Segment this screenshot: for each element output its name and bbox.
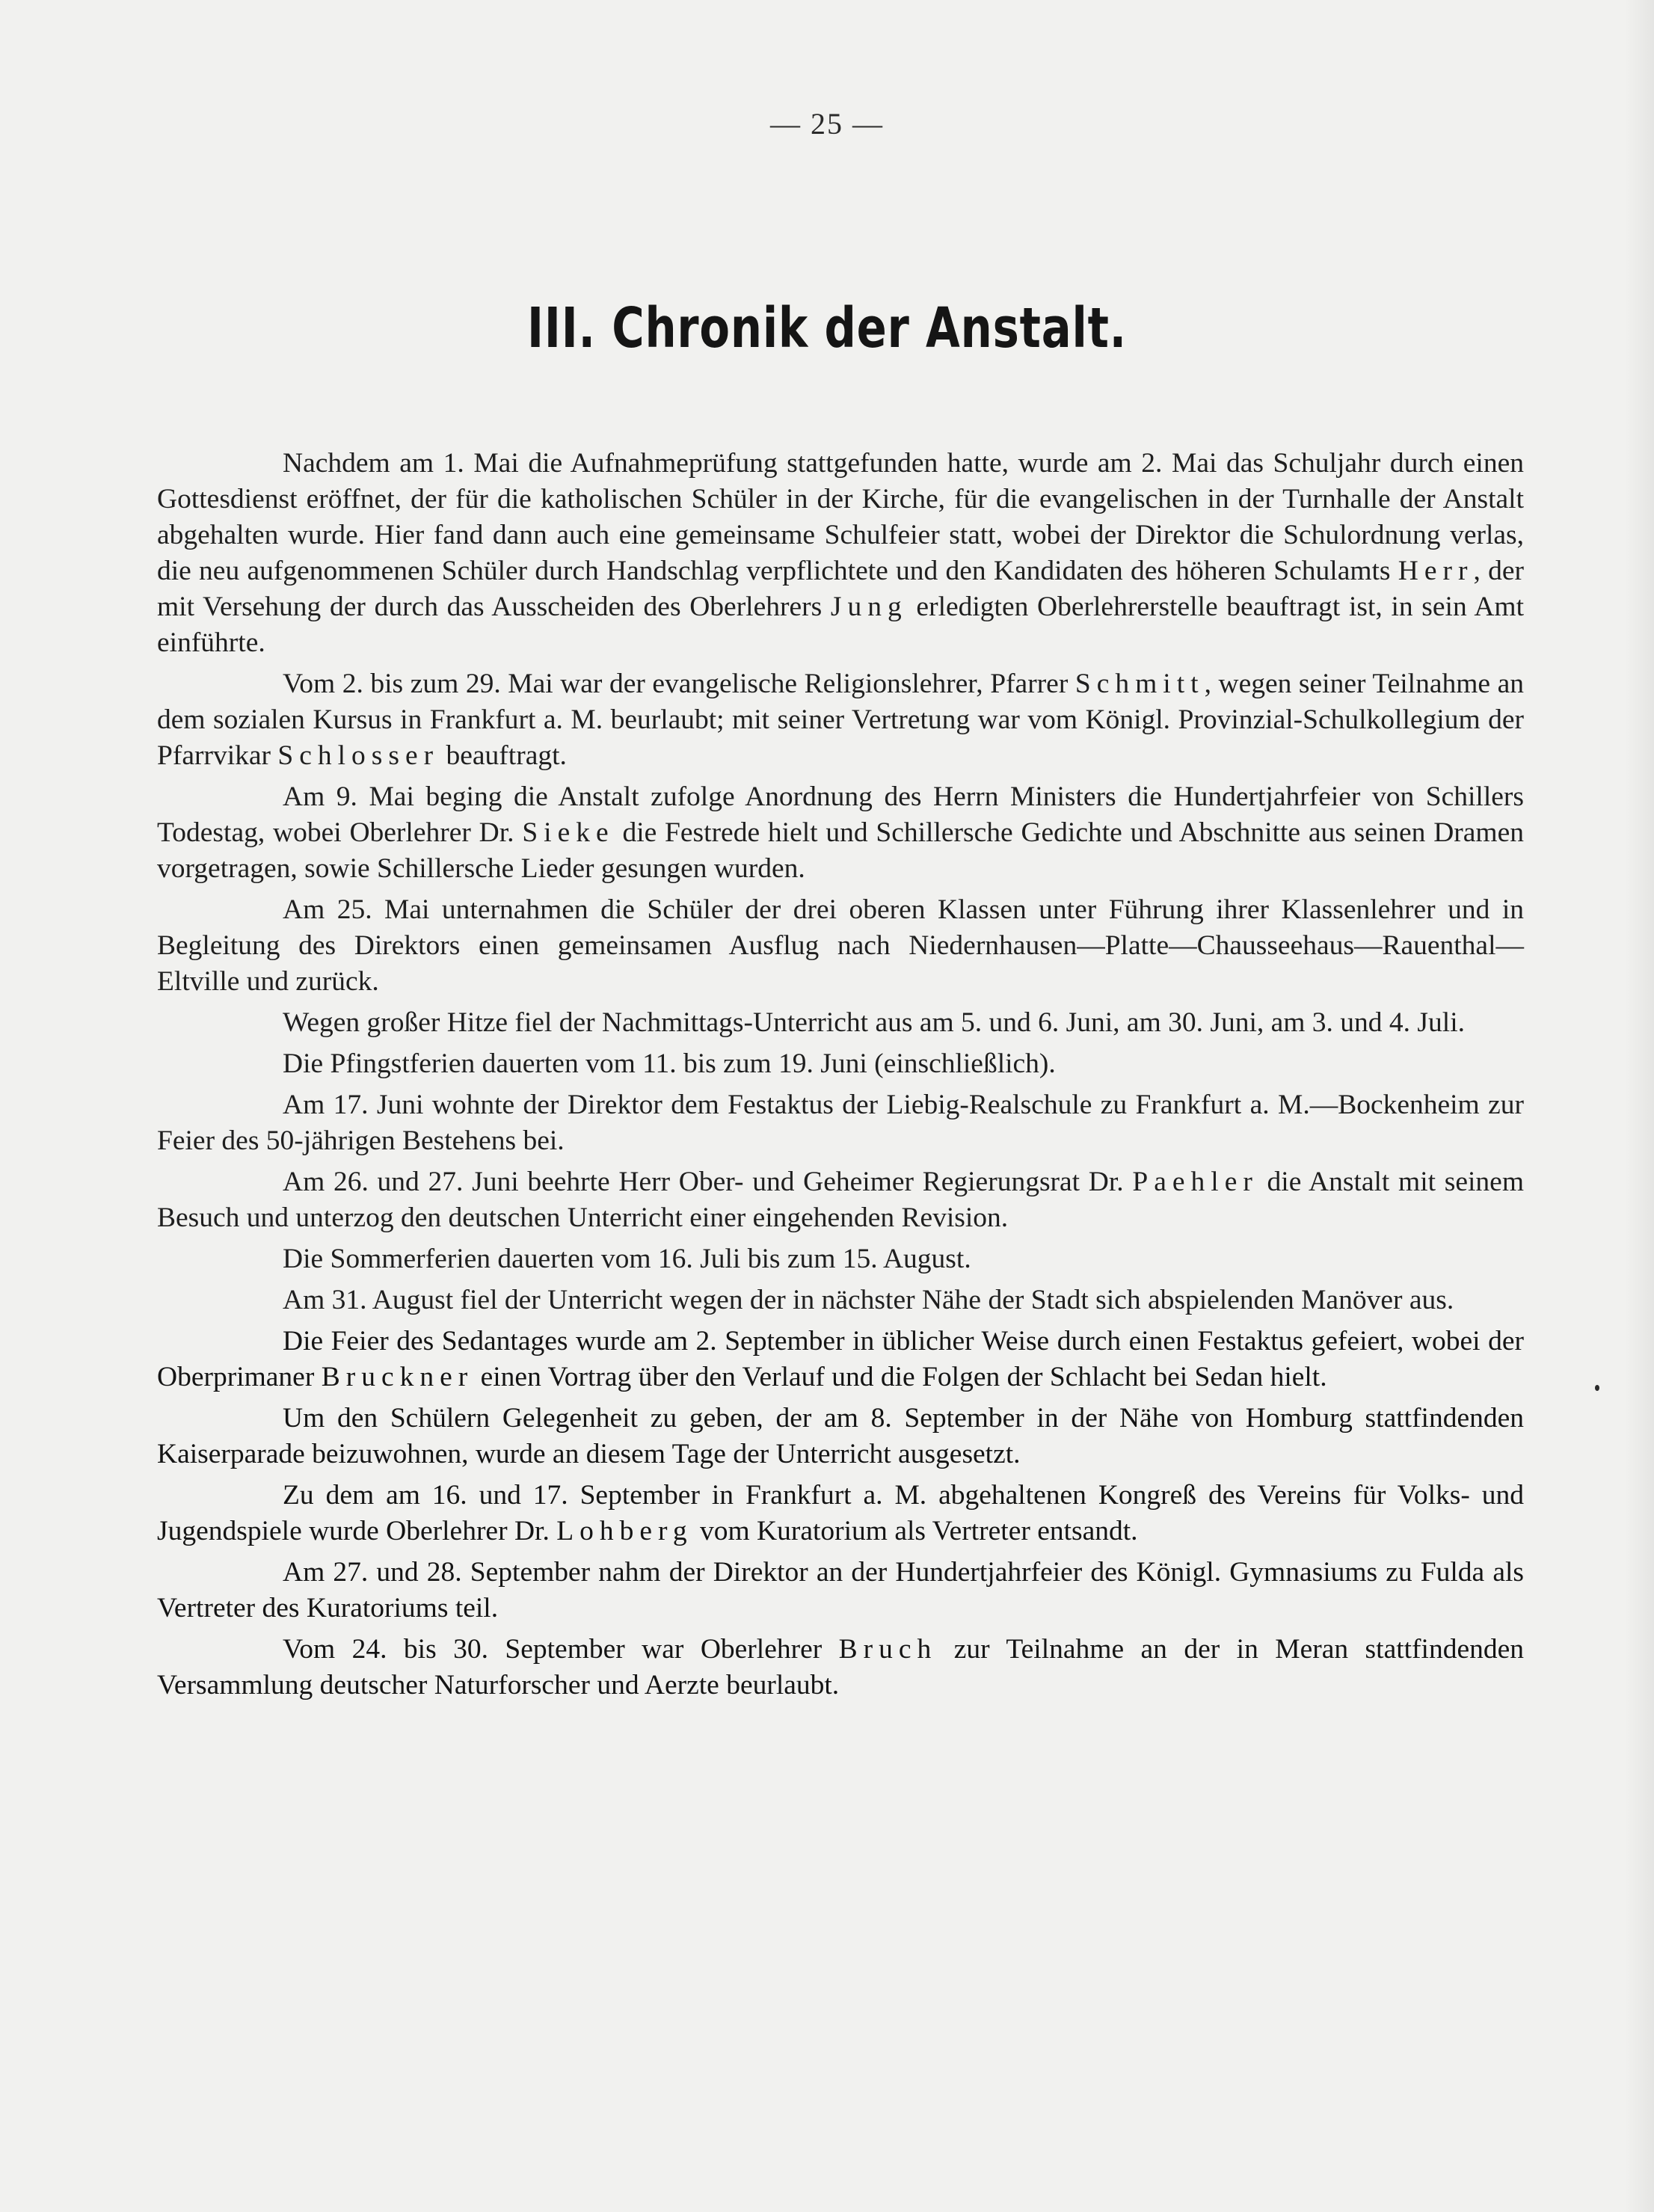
scan-speck bbox=[1595, 1385, 1599, 1391]
spaced-name: Schlosser bbox=[277, 740, 440, 771]
page-number: — 25 — bbox=[770, 107, 884, 141]
paragraph-text: Am 17. Juni wohnte der Direktor dem Festaktus der Liebig-Realschule zu Frankfurt a. M.—Bockenheim zur Feier des 50-jährigen Bestehens bei. bbox=[157, 1090, 1524, 1156]
scan-edge-shadow bbox=[1624, 0, 1654, 2212]
spaced-name: Lohberg bbox=[556, 1516, 693, 1546]
spaced-name: Jung bbox=[830, 592, 908, 622]
paragraph-text: erledigten Oberlehrerstelle beauftragt ist, in sein Amt einführte. bbox=[157, 592, 1524, 658]
paragraph-text: Am 9. Mai beging die Anstalt zufolge Anordnung des Herrn Ministers die Hundertjahrfeier von Schillers Todestag, wobei Oberlehrer Dr. bbox=[157, 781, 1524, 848]
paragraph-text: Zu dem am 16. und 17. September in Frankfurt a. M. abgehaltenen Kongreß des Vereins für Volks- und Jugendspiele wurde Oberlehrer Dr. bbox=[157, 1480, 1524, 1546]
paragraph-text: Die Sommerferien dauerten vom 16. Juli bis zum 15. August. bbox=[283, 1244, 971, 1274]
chronicle-paragraph bbox=[157, 1087, 1524, 1159]
paragraph-text: Die Feier des Sedantages wurde am 2. September in üblicher Weise durch einen Festaktus gefeiert, wobei der Oberprimaner bbox=[157, 1326, 1524, 1392]
chronicle-paragraph bbox=[157, 779, 1524, 887]
chronicle-paragraph bbox=[157, 1401, 1524, 1472]
paragraph-text: Vom 2. bis zum 29. Mai war der evangelische Religionslehrer, Pfarrer bbox=[283, 669, 1075, 699]
paragraph-text: Um den Schülern Gelegenheit zu geben, der am 8. September in der Nähe von Homburg stattfindenden Kaiserparade beizuwohnen, wurde an diesem Tage der Unterricht ausgesetzt. bbox=[157, 1403, 1524, 1469]
chronicle-paragraph bbox=[157, 666, 1524, 774]
paragraph-text: , wegen seiner Teilnahme an dem sozialen Kursus in Frankfurt a. M. beurlaubt; mit seiner Vertretung war vom Königl. Provinzial-Schulkollegium der Pfarrvikar bbox=[157, 669, 1524, 771]
paragraph-text: , der mit Versehung der durch das Ausscheiden des Oberlehrers bbox=[157, 556, 1524, 622]
chronicle-paragraph bbox=[157, 1046, 1524, 1082]
paragraph-text: Vom 24. bis 30. September war Oberlehrer bbox=[283, 1634, 839, 1665]
spaced-name: Paehler bbox=[1132, 1167, 1258, 1197]
spaced-name: Bruckner bbox=[321, 1362, 474, 1392]
chronicle-paragraph bbox=[157, 1324, 1524, 1395]
chronicle-paragraph bbox=[157, 1241, 1524, 1277]
chapter-heading: III. Chronik der Anstalt. bbox=[527, 296, 1127, 360]
paragraph-text: Nachdem am 1. Mai die Aufnahmeprüfung stattgefunden hatte, wurde am 2. Mai das Schuljahr durch einen Gottesdienst eröffnet, der für die katholischen Schüler in der Kirche, für die evangelischen in der Turnhalle der Anstalt abgehalten wurde. Hier fand dann auch eine gemeinsame Schulfeier statt, wobei der Direktor die Schulordnung verlas, die neu aufgenommenen Schüler durch Handschlag verpflichtete und den Kandidaten des höheren Schulamts bbox=[157, 448, 1524, 586]
paragraph-text: Die Pfingstferien dauerten vom 11. bis zum 19. Juni (einschließlich). bbox=[283, 1048, 1056, 1079]
paragraph-text: zur Teilnahme an der in Meran stattfindenden Versammlung deutscher Naturforscher und Aerzte beurlaubt. bbox=[157, 1634, 1524, 1701]
chronicle-paragraph bbox=[157, 1282, 1524, 1318]
paragraph-text: Am 27. und 28. September nahm der Direktor an der Hundertjahrfeier des Königl. Gymnasiums zu Fulda als Vertreter des Kuratoriums teil. bbox=[157, 1557, 1524, 1623]
chronicle-paragraph bbox=[157, 1164, 1524, 1236]
paragraph-text: Am 31. August fiel der Unterricht wegen der in nächster Nähe der Stadt sich abspielenden Manöver aus. bbox=[283, 1285, 1454, 1315]
spaced-name: Schmitt bbox=[1075, 669, 1205, 699]
paragraph-text: die Festrede hielt und Schillersche Gedichte und Abschnitte aus seinen Dramen vorgetragen, sowie Schillersche Lieder gesungen wurden. bbox=[157, 817, 1524, 884]
chronicle-paragraph bbox=[157, 446, 1524, 661]
chronicle-paragraph bbox=[157, 1478, 1524, 1549]
paragraph-text: die Anstalt mit seinem Besuch und unterzog den deutschen Unterricht einer eingehenden Revision. bbox=[157, 1167, 1524, 1233]
spaced-name: Herr bbox=[1398, 556, 1474, 586]
paragraph-text: Am 26. und 27. Juni beehrte Herr Ober- und Geheimer Regierungsrat Dr. bbox=[283, 1167, 1133, 1197]
paragraph-text: beauftragt. bbox=[439, 740, 567, 771]
chronicle-paragraph bbox=[157, 1555, 1524, 1626]
chronicle-paragraph bbox=[157, 892, 1524, 1000]
spaced-name: Sieke bbox=[522, 817, 615, 848]
chronicle-paragraph bbox=[157, 1632, 1524, 1703]
chronicle-body bbox=[157, 446, 1524, 1709]
paragraph-text: Am 25. Mai unternahmen die Schüler der drei oberen Klassen unter Führung ihrer Klassenlehrer und in Begleitung des Direktors einen gemeinsamen Ausflug nach Niedernhausen—Platte—Chausseehaus—Rauenthal—Eltville und zurück. bbox=[157, 894, 1524, 997]
paragraph-text: einen Vortrag über den Verlauf und die Folgen der Schlacht bei Sedan hielt. bbox=[473, 1362, 1327, 1392]
paragraph-text: Wegen großer Hitze fiel der Nachmittags-Unterricht aus am 5. und 6. Juni, am 30. Juni, am 3. und 4. Juli. bbox=[283, 1007, 1465, 1038]
paragraph-text: vom Kuratorium als Vertreter entsandt. bbox=[692, 1516, 1138, 1546]
chronicle-paragraph bbox=[157, 1005, 1524, 1041]
spaced-name: Bruch bbox=[838, 1634, 938, 1665]
